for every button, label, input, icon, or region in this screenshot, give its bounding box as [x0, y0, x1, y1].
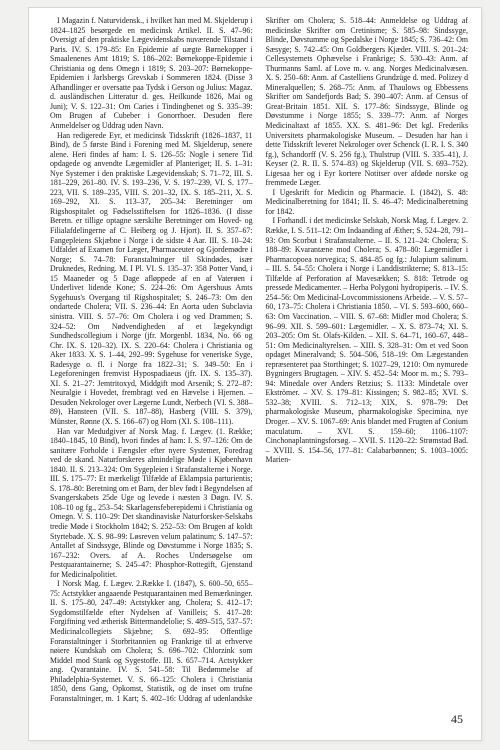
paragraph: Han var Medudgiver af Norsk Mag. f. Lægev. (1. Række; 1840–1845, 10 Bind), hvori findes af ham: I. S. 97–126: Om de sanitære Forholde i Fængsler efter nyere Systemer, Foredrag ved de skand. Naturforskeres almindelige Møde i Kjøbenhavn 1840. II. S. 213–324: Om Sygepleien i Strafanstalterne i Norge. III. S. 175–77: Et mærkeligt Tilfælde af Eklampsia parturientis; S. 178–80: Beretning om et Barn, der blev født i Begyndelsen af Svangerskabets 25de Uge og levede i næsten 3 Døgn. IV. S. 108–10 og fg., 253–54: Skarlagensfeberepidemi i Christiania og Omegn. V. S. 110–29: Det skandinaviske Naturforsker-Selskabs tredie Møde i Stockholm 1842; S. 252–53: Om Brugen af koldt Styrtebade. X. S. 98–99: Løsreven velum palatinum; S. 147–57: Antallet af Sindssyge, Blinde og Døvstumme i Norge 1835; S. 167–232: Overs. af A. Roches Undersøgelse om Pestquarantainerne; S. 245–47: Phosphor-Rottegift, Gjenstand for Medicinalpolitiet.: [50, 426, 253, 579]
paragraph: I Magazin f. Naturvidensk., i hvilket han med M. Skjelderup i 1824–1825 besørgede en medicinsk Artikel. II. S. 47–96: Oversigt af den praktiske Lægevidenskabs nuværende Tilstand i Paris. IV. S. 179–85: En Epidemie af uægte Børnekopper i Smaalenenes Amt 1819; S. 186–202: Børnekoppe-Epidemie i Christiania og dens Omegn i 1819; S. 203–207: Børnekoppe-Epidemien i Jarlsbergs Grevskab i Sommeren 1824. (Disse 3 Afhandlinger er oversatte paa Tydsk i Gerson og Julius: Magaz. d. ausländischen Litteratur d. ges. Heilkunde 1826, Mai og Juni); V. S. 122–31: Om Caries i Tindingbenet og S. 335–39: Om Brugen af Cubeber i Gonorrhoer. Desuden flere Anmeldelser og Uddrag uden Navn.: [50, 16, 253, 131]
paragraph: Han redigerede Eyr, et medicinsk Tidsskrift (1826–1837, 11 Bind), de 5 første Bind i Forening med M. Skjelderup, senere alene. Heri findes af ham: I. S. 126–55: Nogle i senere Tid opdagede og anvendte Lægemidler af Planteriget; II. S. 1–31: Nye Systemer i den praktiske Lægevidenskab; S. 71–72, III. S. 181–229, 261–80. IV. S. 193–236, V. S. 197–239, VI. S. 177–223, VII. S. 189–235, VIII. S. 201–32, IX. S. 185–211, X. S. 169–292, XI. S. 113–37, 205–34: Beretninger om Rigshospitalet og Fødselsstiftelsen for 1826–1836. (I disse Beretn. er tillige optagne særskilte Beretninger om Hoved- og Filialafdelingerne af C. Heiberg og J. Hjort). II. S. 357–67: Fangepleiens Skjæbne i Norge i de sidste 4 Aar. III. S. 10–24: Udfaldet af Examen for Læger, Pharmaceuter og Gjordemødre i Norge; S. 74–78: Foranstaltninger til Skindødes, især Druknedes, Redning. M. I Pl. VI. S. 135–37: 358 Potter Vand, i 15 Maaneder og 5 Dage afløppede af en af Vaterøen i Underlivet lidende Kone; S. 224–26: Om Agershuus Amts Sygehuus's Overgang til Rigshospitalet; S. 246–73: Om den ondartede Cholera; VII. S. 236–44: En Aorta uden Subclavia sinistra. VIII. S. 57–76: Om Cholera i og ved Drammen; S. 324–52: Om Nødvendigheden af et lægekyndigt Sundhedscollegium i Norge (jfr. Morgenbl. 1834, No. 66 og Chr. IX. S. 120–32). IX. S. 220–64: Cholera i Christiania og Aker 1833. X. S. 1–44, 292–99: Sygehuse for veneriske Syge, Radesyge o. fl. i Norge fra 1822–31; S. 349–50: En i Legeforeningen fremvist Hypospadiaeus (jfr. IX. S. 135–37). XI. S. 21–27: Jemtritoxyd, Middgift mod Arsenik; S. 272–87: Neuralgie i Hovedet, frembragt ved en Hævelse i Hjernen. – Desuden Nekrologer over Lægerne Lundt, Nerbech (VI. S. 388–89), Hansteen (VII. S. 187–88), Hasberg (VIII. S. 379), Münster, Rønne (X. S. 166–67) og Horn (XI. S. 108–111).: [50, 130, 253, 426]
document-page: [29, 8, 481, 740]
paragraph: I Ugeskrift for Medicin og Pharmacie. I. (1842), S. 48: Medicinalberetning for 1841; II. S. 46–47: Medicinalberetning for 1842.: [265, 187, 468, 216]
page-number: 45: [451, 712, 463, 726]
text-columns: [50, 16, 468, 706]
paragraph: I Norsk Mag. f. Lægev. 2.Række I. (1847), S. 600–50, 655–75: Actstykker angaaende Pestquarantainen med Bemærkninger. II. S. 175–80, 247–49: Actstykker ang. Cholera; S. 412–17: Sygdomstilfælde efter Nydelsen af Vanilleis; S. 417–28: Forgiftning ved ætherisk Bittermandelolie; S. 489–515, 537–57: Medicinalcollegiets Skjæbne; S. 692–95: Offentlige Foranstaltninger i Storbritannien og Frankrige til at erhverve nøiere Kundskab om Cholera; S. 696–702: Chlorzink som Middel mod Stank og Sygestoffe. III. S. 657–714. Actstykker ang. Qvarantaine. IV. S. 541–58: Til Bedømmelse af Philadelphia-Systemet. V. S. 66–125: Cholera i Christiania 1850, dens Gang, Opkomst, Statistik, og de inset om trufne Foranstaltninger, m. 1 Kart; S. 402–16: Uddrag af udenlandske Skrifter om Cholera; S. 518–44: Anmeldelse og Uddrag af medicinske Skrifter om Cretinisme; S. 585–98: Sindssyge, Blinde, Døvstumme og Spedalske i Norge 1845; S. 736–42: Om Sæsyge; S. 742–45: Om Goldbergers Kjæder. VIII. S. 201–24: Cellesystemets Ophævelse i Frankrige; S. 530–43: Anm. af Thurmanns Saml. af Love m. v. ang. Norges Medicinalvæsen. X. S. 250–68: Anm. af Castelliens Grundzüge d. med. Polizey d Mineralquellen; S. 268–75: Anm. af Thaulows og Ebbessens Skrifter om Sandefjords Bad; S. 390–407: Anm. af Census of Great-Britain 1851. XII. S. 177–86: Sindssyge, Blinde og Døvstumme i Norge 1855; S. 339–77: Anm. af Norges Medicinaltaxt af 1855. XX. S. 481–96: Det kgl. Frederiks Universitets pharmakologiske Museum. – Desuden har han i dette Tidsskrift leveret Nekrologer over Schenck (I. R. I. S. 340 fg.), Schandorff (V. S. 256 fg.), Thulstrup (VIII. S. 335–41), J. Keyser (2. R. II. S. 574–83) og Skjelderup (VII. S. 693–752). Ligesaa her og i Eyr kortere Notitser over afdøde norske og fremmede Læger.: [50, 16, 468, 703]
paragraph: I Forhandl. i det medicinske Selskab, Norsk Mag. f. Lægev. 2. Række, I. S. 511–12: Om Indaanding af Æther; S. 524–28, 791–93: Om Scorbut i Strafanstalterne. – II. S. 121–24: Cholera; S. 188–89: Kvarantæne mod Cholera; S. 478–80: Lægemidler i Pharmacopoea norvegica; S. 484–85 og fg.: Julapium salinum. – III. S. 54–55: Cholera i Norge i Landdistrikterne; S. 813–15: Tilfælde af Perforation af Mavesækken; S. 818: Tetrode og pressede Medicamenter. – Herba Polygoni hydropiperis. – IV. S. 254–56: Om Medicinal-Lovcommissionens Arbeide. – V. S. 57–60, 173–75: Cholera i Christiania 1850. – VI. S. 593–600, 660–63: Om Vaccination. – VIII. S. 67–68: Midler mod Cholera; S. 96–99. XII. S. 599–601: Lægemidler. – X. S. 873–74; XI. S. 203–205: Om St. Olafs-Kilden. – XII. S. 64–71, 160–67, 448–51: Om Medicinaltyrelsen. – XIII. S. 328–31: Om et ved Soon opdaget Mineralvand; S. 504–506, 518–19: Om Lægestanden repræsenteret paa Storthinget; S. 1027–29, 1210: Om nymurede Bygningers Brugtagen. – XIV. S. 452–54: Moor m. m.; S. 793–94: Minedale over Anders Retzius; S. 1133: Mindetale over Ekströmer. – XV. S. 179–81: Kissingen; S. 982–85; XVI. S. 532–38; XVIII. S. 712–13; XIX, S. 978–79: Det pharmakologiske Museum, pharmakologiske Specimina, nye Droger. – XV. S. 1067–69: Anis blandet med Frugten af Conium maculatum. – XVI. S. 159–60; 1106–1107: Cinchonaplantningsforsøg. – XVII. S. 1120–22: Strømstad Bad. – XVIII. S. 154–56, 177–81: Calabarbønnen; S. 1003–1005: Marien-: [265, 216, 468, 465]
